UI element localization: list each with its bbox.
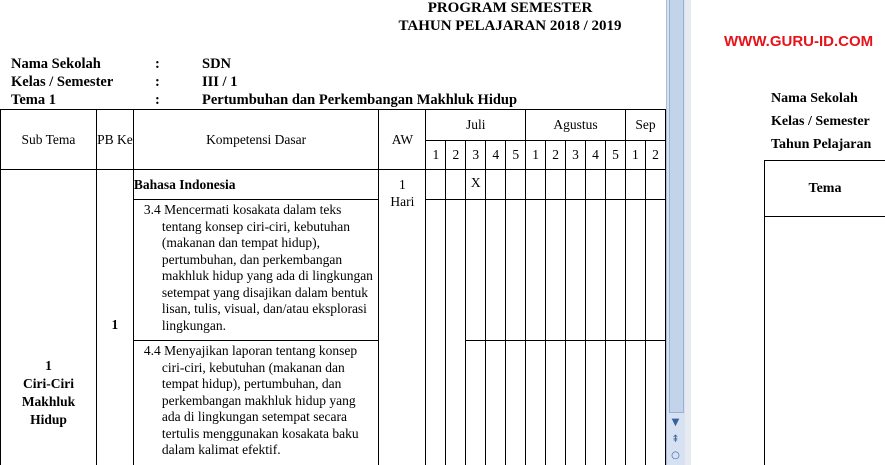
week-cell: [645, 200, 665, 341]
week-cell: [566, 170, 586, 200]
week-number: 1: [426, 141, 446, 170]
right-info-year: Tahun Pelajaran: [771, 137, 872, 152]
info-value-theme: Pertumbuhan dan Perkembangan Makhluk Hidup: [202, 92, 518, 108]
week-cell: [526, 341, 546, 465]
week-cell: [566, 341, 586, 465]
week-cell: [645, 341, 665, 465]
week-cell: [586, 341, 606, 465]
pb-cell: 1: [96, 170, 133, 465]
kd-item-3-4: [133, 200, 379, 341]
sub-tema-cell: [1, 170, 97, 465]
info-value-school: SDN: [202, 56, 232, 72]
sub-tema-number: 1: [45, 357, 52, 373]
watermark-brand: WWW.GURU-ID.COM: [724, 33, 874, 50]
info-value-class: III / 1: [202, 74, 238, 90]
week-number: 1: [625, 141, 645, 170]
info-label-school: Nama Sekolah: [11, 56, 101, 72]
right-table: [764, 160, 885, 465]
week-cell: [486, 170, 506, 200]
header-sub-tema: Sub Tema: [1, 110, 97, 170]
doc-subtitle: TAHUN PELAJARAN 2018 / 2019: [398, 18, 622, 34]
second-page: [691, 0, 885, 465]
week-cell: [625, 200, 645, 341]
semester-program-table: [0, 109, 666, 465]
browse-object-icon[interactable]: ○: [671, 450, 680, 461]
week-number: 5: [506, 141, 526, 170]
kd-text: Mencermati kosakata dalam teks tentang konsep ciri-ciri, kebutuhan (makanan dan tempat hidup), pertumbuhan, dan perkembangan makhluk hidup yang ada di lingkungan setempat yang disajikan dalam bentuk lisan, tulis, visual, dan/atau eksplorasi lingkungan.: [161, 202, 373, 333]
week-cell: [566, 200, 586, 341]
week-cell: [645, 170, 665, 200]
subject-cell: Bahasa Indonesia: [133, 170, 379, 200]
info-colon: :: [155, 74, 160, 90]
aw-value: 1 Hari: [390, 177, 415, 209]
week-cell: [546, 341, 566, 465]
right-table-header-tema: Tema: [765, 161, 885, 217]
header-kompetensi-dasar: Kompetensi Dasar: [133, 110, 379, 170]
week-cell: [526, 170, 546, 200]
week-cell: [486, 200, 506, 341]
right-info-school: Nama Sekolah: [771, 91, 858, 106]
week-cell: [625, 341, 645, 465]
kd-number: 4.4: [143, 343, 161, 358]
week-number: 5: [605, 141, 625, 170]
week-cell: [605, 341, 625, 465]
scrollbar-thumb[interactable]: [669, 0, 684, 413]
scroll-down-arrow-icon[interactable]: ▼: [671, 417, 680, 428]
info-colon: :: [155, 56, 160, 72]
week-number: 1: [526, 141, 546, 170]
right-info-class: Kelas / Semester: [771, 114, 870, 129]
week-cell: [466, 341, 486, 465]
week-cell: [526, 200, 546, 341]
sub-tema-name: Ciri-Ciri Makhluk Hidup: [21, 375, 76, 427]
week-mark: X: [466, 170, 486, 200]
header-month-juli: Juli: [426, 110, 526, 141]
kd-number: 3.4: [143, 202, 161, 217]
kd-item-4-4: [133, 341, 379, 465]
week-number: 4: [586, 141, 606, 170]
week-number: 2: [645, 141, 665, 170]
week-cell: [446, 170, 466, 200]
week-cell: [466, 200, 486, 341]
week-cell: [605, 170, 625, 200]
header-month-sep: Sep: [625, 110, 665, 141]
vertical-scrollbar[interactable]: [666, 0, 685, 465]
week-cell: [546, 200, 566, 341]
week-cell: [546, 170, 566, 200]
week-cell: [486, 341, 506, 465]
header-pb-ke: PB Ke: [96, 110, 133, 170]
week-cell: [506, 341, 526, 465]
week-number: 4: [486, 141, 506, 170]
page-up-icon[interactable]: ⇞: [671, 434, 680, 445]
aw-cell: [379, 170, 426, 465]
week-number: 3: [466, 141, 486, 170]
header-month-agustus: Agustus: [526, 110, 626, 141]
week-number: 2: [546, 141, 566, 170]
week-cell: [446, 200, 466, 465]
info-label-theme: Tema 1: [11, 92, 56, 108]
info-colon: :: [155, 92, 160, 108]
week-cell: [625, 170, 645, 200]
info-label-class: Kelas / Semester: [11, 74, 114, 90]
week-cell: [586, 200, 606, 341]
week-cell: [506, 200, 526, 341]
week-cell: [586, 170, 606, 200]
doc-title: PROGRAM SEMESTER: [427, 0, 593, 16]
week-cell: [426, 170, 446, 200]
header-aw: AW: [379, 110, 426, 170]
week-number: 2: [446, 141, 466, 170]
week-cell: [506, 170, 526, 200]
week-number: 3: [566, 141, 586, 170]
kd-text: Menyajikan laporan tentang konsep ciri-ciri, kebutuhan (makanan dan tempat hidup), pertumbuhan, dan perkembangan makhluk hidup yang ada di lingkungan setempat secara tertulis menggunakan kosakata baku dalam kalimat efektif.: [161, 343, 359, 457]
week-cell: [426, 200, 446, 465]
week-cell: [605, 200, 625, 341]
